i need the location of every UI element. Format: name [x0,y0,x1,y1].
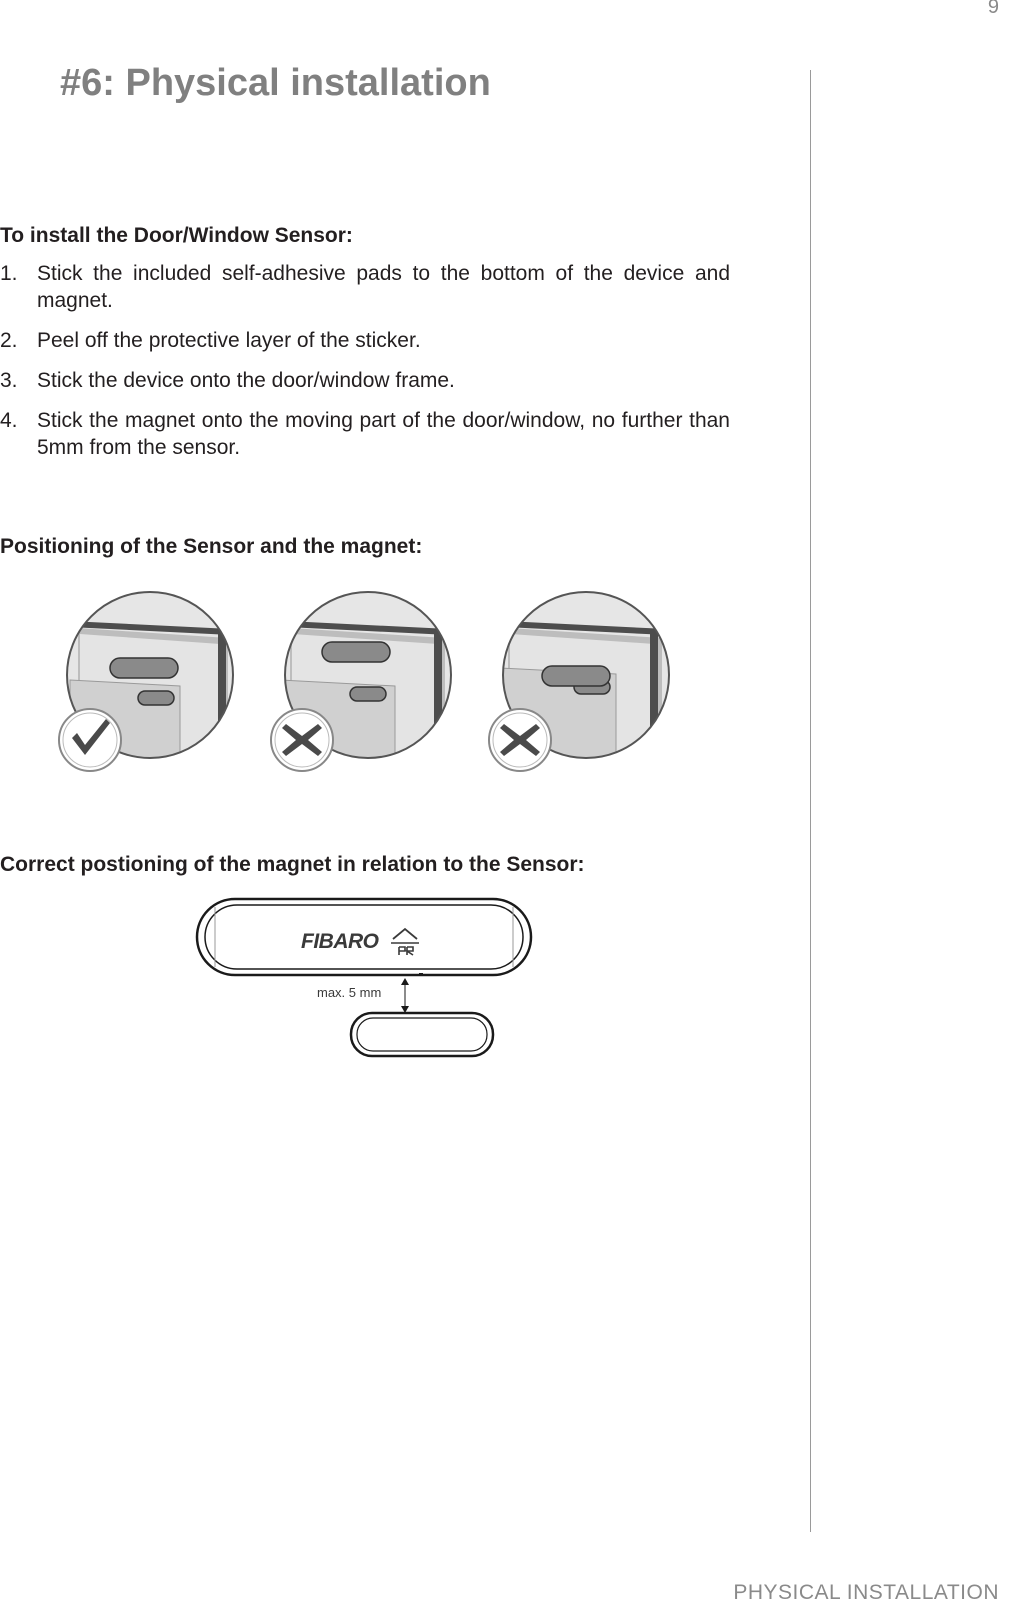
page-title: #6: Physical installation [60,62,491,104]
positioning-illustration [50,590,680,780]
footer-section-label: PHYSICAL INSTALLATION [733,1581,999,1604]
step-text: Stick the device onto the door/window frame. [37,369,455,392]
step-number: 1. [0,262,18,285]
sidebar-divider [810,70,811,1532]
sensor-magnet-diagram [195,895,535,1060]
positioning-example-correct [50,590,250,780]
positioning-example-incorrect-misaligned [486,590,680,780]
cross-icon [271,709,333,771]
step-number: 2. [0,329,18,352]
distance-label: max. 5 mm [317,985,382,1000]
step-text: Stick the magnet onto the moving part of the door/window, no further than 5mm from the sensor. [37,409,730,459]
step-item [0,367,730,394]
step-item [0,327,730,354]
page-number: 9 [987,0,999,18]
distance-arrow [401,978,409,1013]
brand-logo: FIBARO [301,930,379,953]
step-number: 4. [0,409,18,432]
relation-heading: Correct postioning of the magnet in relation to the Sensor: [0,853,585,876]
step-item [0,260,730,314]
step-item [0,407,730,461]
positioning-heading: Positioning of the Sensor and the magnet: [0,535,423,558]
magnet-body [351,1013,493,1056]
sensor-mark [419,973,423,976]
positioning-example-incorrect-far [268,590,468,780]
install-heading: To install the Door/Window Sensor: [0,224,353,247]
check-icon [59,709,121,771]
step-number: 3. [0,369,18,392]
step-text: Peel off the protective layer of the sticker. [37,329,421,352]
step-text: Stick the included self-adhesive pads to the bottom of the device and magnet. [37,262,730,312]
cross-icon [489,709,551,771]
install-steps [0,260,730,474]
